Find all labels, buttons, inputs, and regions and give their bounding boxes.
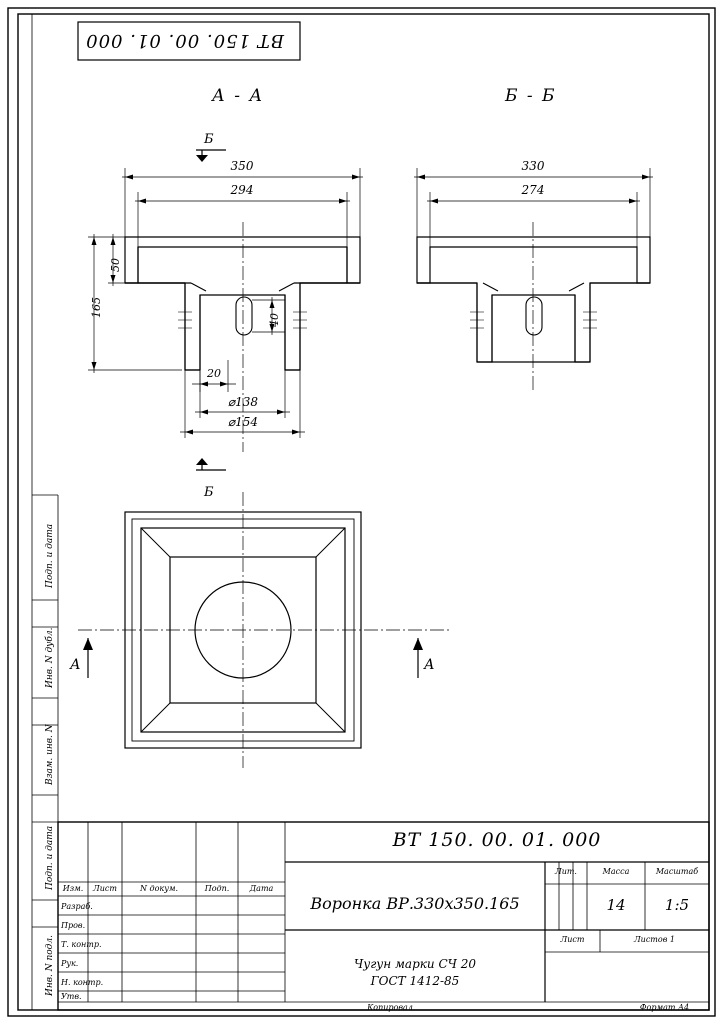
- scale-header: Масштаб: [655, 867, 699, 876]
- rev-header-0: Изм.: [62, 884, 84, 893]
- dim-d154-label: ⌀154: [227, 415, 259, 429]
- role-row-2: Т. контр.: [61, 940, 102, 949]
- sheets-header: Листов 1: [634, 935, 675, 944]
- rev-header-3: Подп.: [204, 884, 230, 893]
- material-line-1: Чугун марки СЧ 20: [353, 957, 476, 971]
- mass-header: Масса: [602, 867, 630, 876]
- dim-274-label: 274: [521, 183, 545, 197]
- dim-40-label: 40: [268, 313, 281, 327]
- sheet-header: Лист: [560, 935, 585, 944]
- role-row-0: Разраб.: [61, 902, 93, 911]
- copied-label: Копировал: [367, 1003, 413, 1012]
- section-a-a-caption: А - А: [212, 86, 265, 106]
- part-name: Воронка ВР.330х350.165: [310, 894, 520, 913]
- margin-label-2: Взам. инв. N: [45, 724, 55, 785]
- plan-view-drawing: [78, 492, 452, 768]
- dim-330-label: 330: [521, 159, 545, 173]
- dim-d138-label: ⌀138: [227, 395, 259, 409]
- scale-value: 1:5: [664, 896, 690, 914]
- inverted-designation-text: ВТ 150. 00. 01. 000: [85, 30, 284, 51]
- margin-label-4: Инв. N подл.: [45, 935, 55, 996]
- plan-mark-a-right: А: [424, 657, 435, 673]
- dim-50-label: 50: [109, 258, 122, 272]
- plan-mark-a-left: А: [70, 657, 81, 673]
- role-row-3: Рук.: [61, 959, 79, 968]
- lit-header: Лит.: [555, 867, 577, 876]
- margin-label-1: Инв. N дубл.: [45, 627, 55, 688]
- dim-350-label: 350: [230, 159, 254, 173]
- margin-label-3: Подп. и дата: [45, 825, 55, 890]
- rev-header-1: Лист: [93, 884, 117, 893]
- role-row-1: Пров.: [61, 921, 86, 930]
- role-row-5: Утв.: [61, 992, 82, 1001]
- title-designation: ВТ 150. 00. 01. 000: [392, 829, 602, 851]
- dim-165-label: 165: [90, 297, 103, 318]
- material-line-2: ГОСТ 1412-85: [370, 974, 460, 988]
- role-row-4: Н. контр.: [61, 978, 104, 987]
- cut-mark-b-bottom: Б: [204, 485, 214, 500]
- margin-label-0: Подп. и дата: [45, 523, 55, 588]
- section-b-b-drawing: [414, 168, 653, 390]
- dim-20-label: 20: [207, 367, 221, 380]
- section-b-b-caption: Б - Б: [505, 86, 557, 106]
- cut-mark-b-top: Б: [204, 132, 214, 147]
- rev-header-2: N докум.: [139, 884, 179, 893]
- dim-294-label: 294: [230, 183, 254, 197]
- mass-value: 14: [606, 896, 626, 914]
- rev-header-4: Дата: [249, 884, 274, 893]
- format-label: Формат А4: [639, 1003, 690, 1012]
